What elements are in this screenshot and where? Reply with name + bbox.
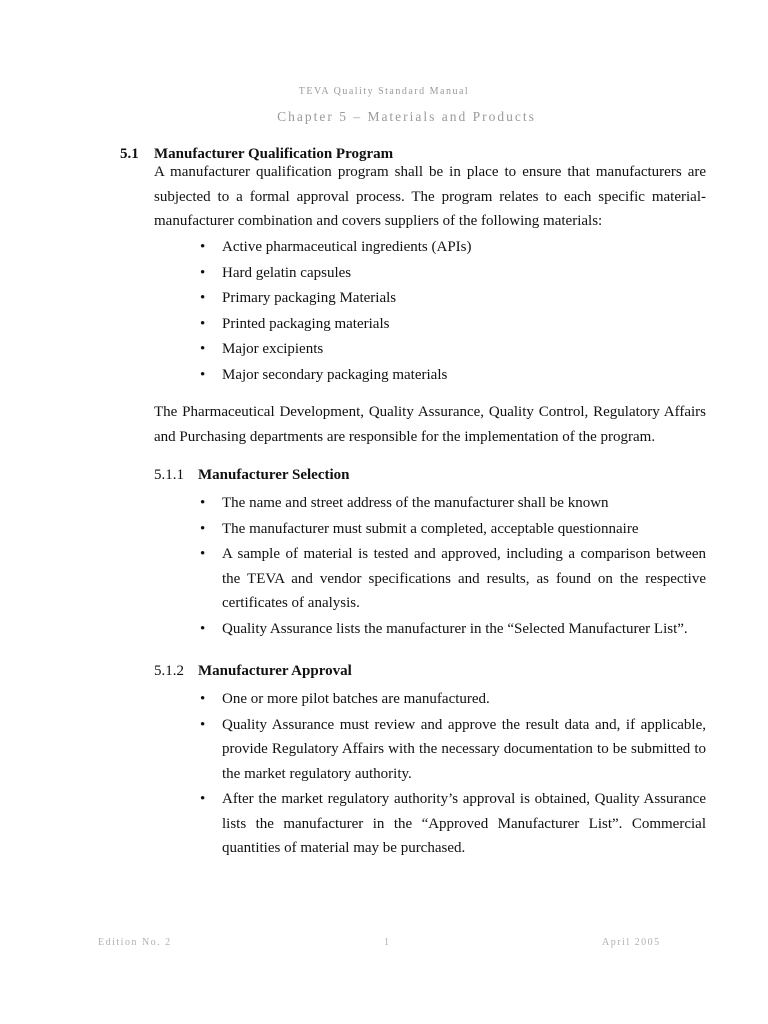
list-item-text: Quality Assurance lists the manufacturer in the “Selected Manufacturer List”.: [222, 620, 688, 637]
subsection-number: 5.1.2: [154, 663, 184, 679]
list-item: [200, 286, 706, 312]
bullet-icon: •: [200, 366, 206, 383]
section-title: Manufacturer Qualification Program: [154, 146, 394, 162]
list-item-text: Quality Assurance must review and approve the result data and, if applicable, provide Regulatory Affairs with the necessary documentation to be submitted to the market regulatory authority.: [222, 716, 706, 782]
bullet-icon: •: [200, 315, 206, 332]
list-item-text: Hard gelatin capsules: [222, 264, 352, 281]
bullet-icon: •: [200, 716, 206, 733]
footer-edition: Edition No. 2: [98, 937, 172, 948]
list-item-text: The name and street address of the manufacturer shall be known: [222, 495, 609, 511]
list-item-text: One or more pilot batches are manufactured.: [222, 691, 490, 707]
list-item: [200, 337, 706, 363]
list-item: [200, 542, 706, 616]
list-item: [200, 517, 706, 542]
bullet-icon: •: [200, 341, 206, 358]
section-intro: A manufacturer qualification program shall be in place to ensure that manufacturers are subjected to a formal approval process. The program relates to each specific material-manufacturer combination and covers suppliers of the following materials:: [154, 164, 706, 229]
approval-list: [200, 687, 706, 862]
list-item-text: Major excipients: [222, 341, 324, 358]
list-item: [200, 713, 706, 787]
list-item: [200, 687, 706, 712]
footer-date: April 2005: [602, 937, 661, 948]
bullet-icon: •: [200, 495, 206, 511]
list-item-text: After the market regulatory authority’s approval is obtained, Quality Assurance lists the manufacturer in the “Approved Manufacturer List”. Commercial quantities of material may be purchased.: [222, 791, 706, 856]
list-item: [200, 235, 706, 261]
list-item-text: Printed packaging materials: [222, 315, 390, 332]
list-item-text: Primary packaging Materials: [222, 290, 397, 307]
list-item-text: Active pharmaceutical ingredients (APIs): [222, 239, 472, 255]
list-item: [200, 617, 706, 642]
manual-title: TEVA Quality Standard Manual: [298, 86, 470, 97]
bullet-icon: •: [200, 791, 206, 807]
subsection-title: Manufacturer Approval: [198, 663, 352, 679]
list-item: [200, 363, 706, 389]
chapter-title: Chapter 5 – Materials and Products: [277, 109, 536, 124]
list-item: [200, 787, 706, 861]
bullet-icon: •: [200, 264, 206, 281]
bullet-icon: •: [200, 546, 206, 562]
list-item-text: Major secondary packaging materials: [222, 366, 448, 383]
bullet-icon: •: [200, 691, 206, 707]
list-item-text: A sample of material is tested and approved, including a comparison between the TEVA and vendor specifications and results, as found on the respective certificates of analysis.: [222, 546, 706, 611]
bullet-icon: •: [200, 290, 206, 307]
bullet-icon: •: [200, 520, 206, 537]
responsibility-paragraph: The Pharmaceutical Development, Quality Assurance, Quality Control, Regulatory Affairs and Purchasing departments are responsible for the implementation of the program.: [154, 404, 706, 445]
list-item: [200, 491, 706, 516]
bullet-icon: •: [200, 620, 206, 637]
list-item: [200, 312, 706, 338]
selection-list: [200, 491, 706, 642]
subsection-title: Manufacturer Selection: [198, 467, 350, 483]
section-number: 5.1: [120, 146, 139, 162]
footer-page-number: 1: [384, 937, 391, 948]
list-item: [200, 261, 706, 287]
subsection-number: 5.1.1: [154, 467, 184, 483]
materials-list: [200, 235, 706, 389]
list-item-text: The manufacturer must submit a completed, acceptable questionnaire: [222, 520, 639, 537]
bullet-icon: •: [200, 239, 206, 255]
